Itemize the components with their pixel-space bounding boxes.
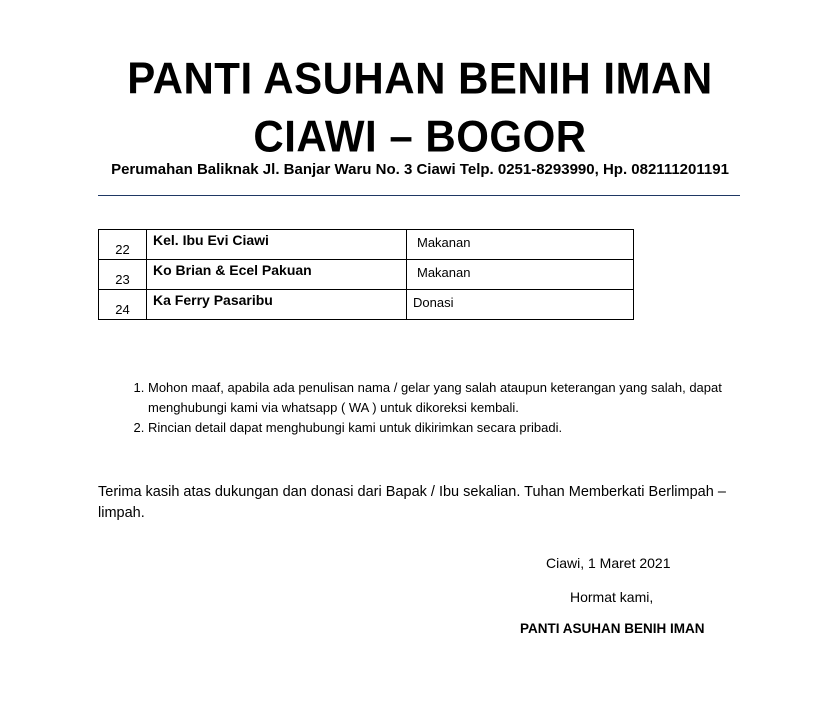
table-row [99, 260, 634, 290]
donor-table [98, 229, 634, 320]
closing-regards: Hormat kami, [570, 589, 654, 605]
table-row [99, 290, 634, 320]
row-number: 22 [99, 230, 147, 260]
row-number: 23 [99, 260, 147, 290]
note-item: 2. Rincian detail dapat menghubungi kami untuk dikirimkan secara pribadi. [148, 418, 788, 438]
table-row [99, 230, 634, 260]
letterhead-address: Perumahan Baliknak Jl. Banjar Waru No. 3 Ciawi Telp. 0251-8293990, Hp. 082111201191 [111, 161, 729, 178]
header-divider [98, 195, 740, 196]
letterhead-title-line2: CIAWI – BOGOR [253, 111, 587, 162]
place-date: Ciawi, 1 Maret 2021 [546, 555, 671, 571]
donation-type: Makanan [407, 230, 634, 260]
thank-you-text: Terima kasih atas dukungan dan donasi dari Bapak / Ibu sekalian. Tuhan Memberkati Berlimpah – limpah. [98, 484, 726, 521]
row-number: 24 [99, 290, 147, 320]
donor-name: Ka Ferry Pasaribu [147, 290, 407, 320]
notes-list [98, 378, 788, 438]
donor-name: Kel. Ibu Evi Ciawi [147, 230, 407, 260]
donor-name: Ko Brian & Ecel Pakuan [147, 260, 407, 290]
signatory-org: PANTI ASUHAN BENIH IMAN [520, 621, 705, 636]
letterhead-title-line1: PANTI ASUHAN BENIH IMAN [127, 53, 713, 104]
donation-type: Donasi [407, 290, 634, 320]
donation-type: Makanan [407, 260, 634, 290]
note-item: 1. Mohon maaf, apabila ada penulisan nama / gelar yang salah ataupun keterangan yang salah, dapat menghubungi kami via whatsapp ( WA ) untuk dikoreksi kembali. [148, 378, 788, 418]
